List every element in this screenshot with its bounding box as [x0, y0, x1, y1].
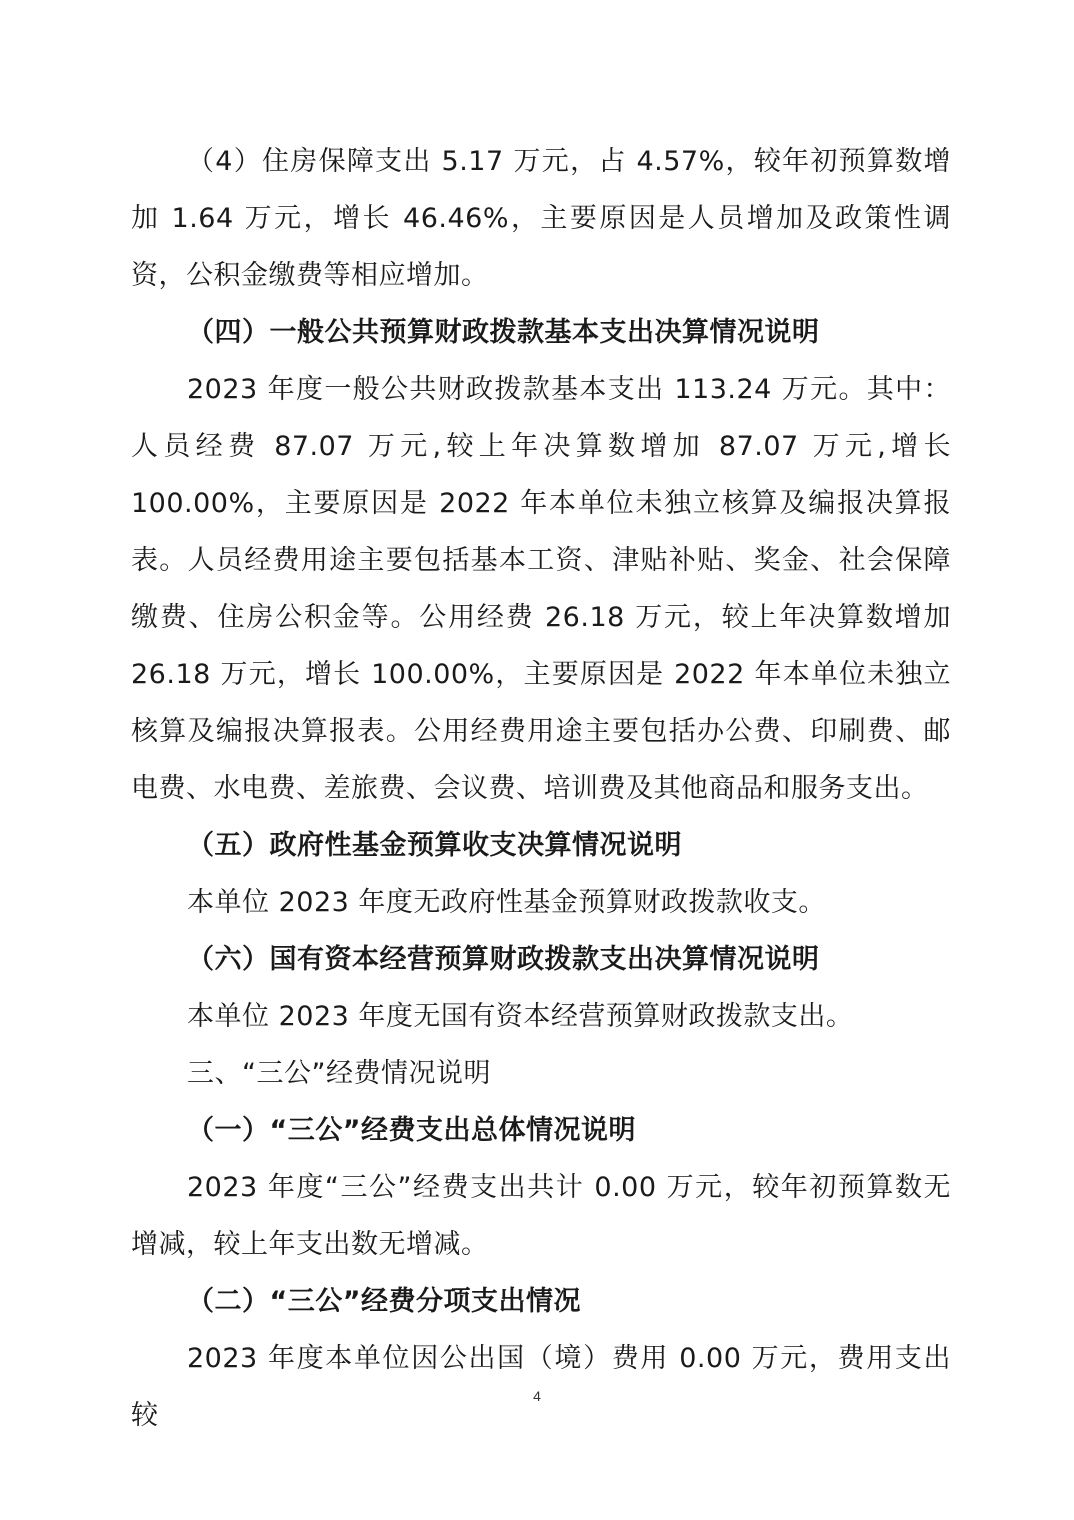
- paragraph-three-public-overall: 2023 年度“三公”经费支出共计 0.00 万元，较年初预算数无增减，较上年支出数无增减。: [131, 1172, 951, 1260]
- page-number: 4: [533, 1388, 541, 1404]
- paragraph-government-fund: 本单位 2023 年度无政府性基金预算财政拨款收支。: [187, 887, 826, 918]
- section-three-public-funds: 三、“三公”经费情况说明: [187, 1058, 491, 1089]
- heading-three-public-overall: （一）“三公”经费支出总体情况说明: [187, 1115, 636, 1146]
- paragraph-state-capital: 本单位 2023 年度无国有资本经营预算财政拨款支出。: [187, 1001, 854, 1032]
- paragraph-basic-expenditure: 2023 年度一般公共财政拨款基本支出 113.24 万元。其中：人员经费 87.07 万元,较上年决算数增加 87.07 万元,增长 100.00%，主要原因是 2022 年本单位未独立核算及编报决算报表。人员经费用途主要包括基本工资、津贴补贴、奖金、社会保障缴费、住房公积金等。公用经费 26.18 万元，较上年决算数增加 26.18 万元，增长 100.00%，主要原因是 2022 年本单位未独立核算及编报决算报表。公用经费用途主要包括办公费、印刷费、邮电费、水电费、差旅费、会议费、培训费及其他商品和服务支出。: [131, 374, 951, 804]
- heading-government-fund: （五）政府性基金预算收支决算情况说明: [187, 830, 682, 861]
- paragraph-housing-expense: （4）住房保障支出 5.17 万元，占 4.57%，较年初预算数增加 1.64 万元，增长 46.46%，主要原因是人员增加及政策性调资，公积金缴费等相应增加。: [131, 146, 951, 291]
- paragraph-three-public-itemized: 2023 年度本单位因公出国（境）费用 0.00 万元，费用支出较: [131, 1343, 951, 1431]
- heading-three-public-itemized: （二）“三公”经费分项支出情况: [187, 1286, 581, 1317]
- heading-basic-expenditure: （四）一般公共预算财政拨款基本支出决算情况说明: [187, 317, 820, 348]
- heading-state-capital: （六）国有资本经营预算财政拨款支出决算情况说明: [187, 944, 820, 975]
- document-body: [131, 133, 951, 1444]
